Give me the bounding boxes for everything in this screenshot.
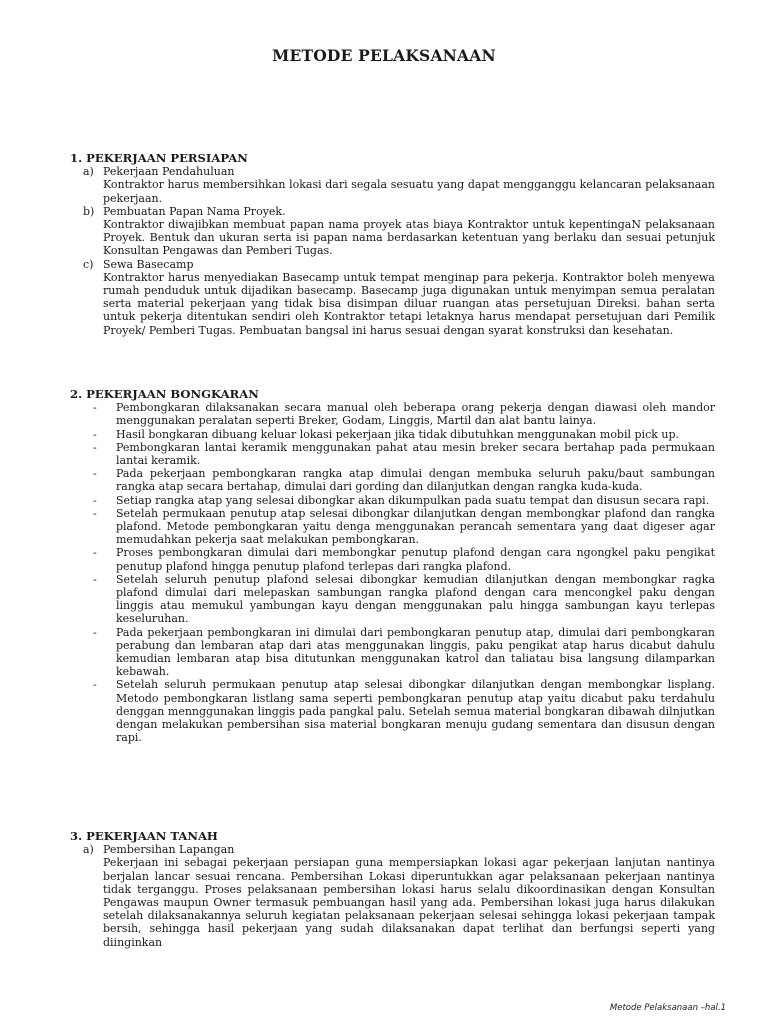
sub-item-title: Pekerjaan Pendahuluan [103,165,235,179]
list-item-text: Pada pekerjaan pembongkaran ini dimulai dari pembongkaran penutup atap, dimulai dari pembongkaran perabung dan lembaran atap dari atas menggunakan linggis, paku pengikat atap harus dicabut dahulu kemudian lembaran atap bisa ditutunkan menggunakan katrol dan taliatau bisa langsung dilamparkan kebawah. [116,625,715,679]
bullet-dash-icon: - [93,572,97,586]
sub-item-letter: b) [83,204,95,218]
list-item [70,678,715,744]
page-title: METODE PELAKSANAAN [272,46,496,65]
sub-item-title: Sewa Basecamp [103,257,194,271]
sub-item-papan-nama [70,205,715,258]
bullet-dash-icon: - [93,678,97,692]
list-item [70,507,715,547]
list-item-text: Setelah permukaan penutup atap selesai dibongkar dilanjutkan dengan membongkar plafond dan rangka plafond. Metode pembongkaran yaitu denga menggunakan perancah sementara yang daat digeser agar memudahkan pekerja saat melakukan pembongkaran. [116,506,715,547]
list-item [70,401,715,427]
bullet-dash-icon: - [93,440,97,454]
list-item [70,428,715,441]
list-item [70,573,715,626]
bullet-dash-icon: - [93,427,97,441]
list-item-text: Pembongkaran dilaksanakan secara manual oleh beberapa orang pekerja dengan diawasi oleh mandor menggunakan peralatan seperti Breker, Godam, Linggis, Martil dan alat bantu lainya. [116,401,715,428]
bullet-dash-icon: - [93,467,97,481]
sub-item-letter: c) [83,257,94,271]
bullet-dash-icon: - [93,493,97,507]
list-item-text: Pada pekerjaan pembongkaran rangka atap dimulai dengan membuka seluruh paku/baut sambungan rangka atap secara bertahap, dimulai dari gording dan dilanjutkan dengan rangka kuda-kuda. [116,467,715,494]
sub-item-text: Pekerjaan ini sebagai pekerjaan persiapan guna mempersiapkan lokasi agar pekerjaan lanjutan nantinya berjalan lancar sesuai rencana. Pembersihan Lokasi diperuntukkan agar pelaksanaan pekerjaan nantinya tidak terganggu. Proses pelaksanaan pembersihan lokasi harus selalu dikoordinasikan dengan Konsultan Pengawas maupun Owner termasuk pembuangan hasil yang ada. Pembersihan lokasi juga harus dilakukan setelah dilaksanakannya seluruh kegiatan pelaksanaan pekerjaan selesai sehingga lokasi pekerjaan tampak bersih, sehingga hasil pekerjaan yang sudah dilaksanakan dapat terlihat dan berfungsi seperti yang diinginkan [103,856,715,949]
sub-item-title: Pembersihan Lapangan [103,843,235,857]
list-item [70,626,715,679]
sub-item-letter: a) [83,165,94,179]
bullet-dash-icon: - [93,546,97,560]
list-item-text: Setelah seluruh penutup plafond selesai dibongkar kemudian dilanjutkan dengan membongkar ragka plafond dimulai dari melepaskan sambungan rangka plafond dengan cara mencongkel paku dengan linggis atau memukul yambungan kayu dengan menggunakan palu hingga sambungan kayu terlepas keseluruhan. [116,572,715,626]
section-pekerjaan-tanah [70,830,715,949]
sub-item-basecamp [70,258,715,337]
list-item [70,467,715,493]
section-pekerjaan-bongkaran [70,388,715,744]
section-pekerjaan-persiapan [70,152,715,337]
bullet-dash-icon: - [93,506,97,520]
section-heading: 2. PEKERJAAN BONGKARAN [70,387,259,401]
sub-item-text: Kontraktor harus menyediakan Basecamp untuk tempat menginap para pekerja. Kontraktor boleh menyewa rumah penduduk untuk dijadikan basecamp. Basecamp juga digunakan untuk menyimpan semua peralatan serta material pekerjaan yang tidak bisa disimpan diluar ruangan atas persetujuan Direksi. bahan serta untuk pekerja ditentukan sendiri oleh Kontraktor tetapi letaknya harus mendapat persetujuan dari Pemilik Proyek/ Pemberi Tugas. Pembuatan bangsal ini harus sesuai dengan syarat konstruksi dan kesehatan. [103,270,715,337]
section-heading: 3. PEKERJAAN TANAH [70,829,218,843]
list-item-text: Setiap rangka atap yang selesai dibongkar akan dikumpulkan pada suatu tempat dan disusun secara rapi. [116,493,710,507]
sub-item-title: Pembuatan Papan Nama Proyek. [103,204,286,218]
bullet-dash-icon: - [93,401,97,415]
list-item [70,441,715,467]
list-item [70,494,715,507]
list-item-text: Setelah seluruh permukaan penutup atap selesai dibongkar dilanjutkan dengan membongkar lisplang. Metodo pembongkaran listlang sama seperti pembongkaran penutup atap yaitu dicabut paku terdahulu denggan mennggunakan linggis pada pangkal palu. Setelah semua material bongkaran dibawah dilnjutkan dengan melakukan pembersihan sisa material bongkaran menuju gudang sementara dan disusun dengan rapi. [116,678,715,745]
bullet-dash-icon: - [93,625,97,639]
page-footer: Metode Pelaksanaan –hal.1 [609,1003,726,1013]
list-item-text: Pembongkaran lantai keramik menggunakan pahat atau mesin breker secara bertahap pada permukaan lantai keramik. [116,440,715,468]
list-item-text: Hasil bongkaran dibuang keluar lokasi pekerjaan jika tidak dibutuhkan menggunakan mobil pick up. [116,427,680,441]
sub-item-text: Kontraktor diwajibkan membuat papan nama proyek atas biaya Kontraktor untuk kepentingaN pelaksanaan Proyek. Bentuk dan ukuran serta isi papan nama berdasarkan ketentuan yang berlaku dan sesuai petunjuk Konsultan Pengawas dan Pemberi Tugas. [103,218,715,258]
sub-item-pembersihan-lapangan [70,843,715,949]
sub-item-text: Kontraktor harus membersihkan lokasi dari segala sesuatu yang dapat mengganggu kelancaran pelaksanaan pekerjaan. [103,178,715,205]
section-heading: 1. PEKERJAAN PERSIAPAN [70,151,248,165]
sub-item-letter: a) [83,843,94,857]
sub-item-pendahuluan [70,165,715,205]
bullet-list [70,401,715,744]
list-item [70,546,715,572]
list-item-text: Proses pembongkaran dimulai dari membongkar penutup plafond dengan cara ngongkel paku pengikat penutup plafond hingga penutup plafond terlepas dari rangka plafond. [116,546,715,573]
